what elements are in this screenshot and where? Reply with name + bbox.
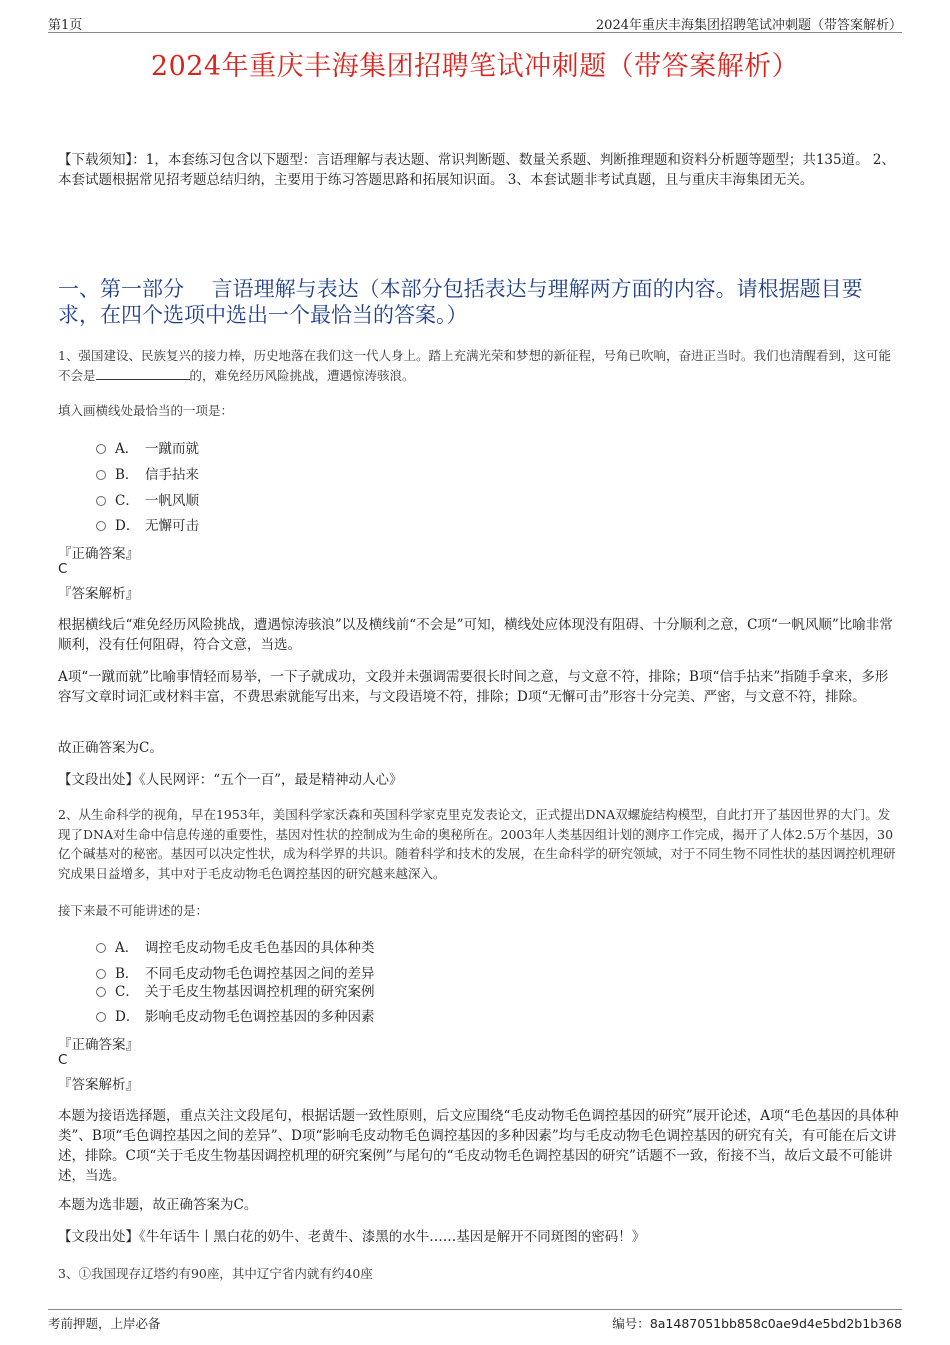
analysis-label: 『答案解析』 bbox=[58, 1077, 139, 1093]
option-letter: D． bbox=[115, 1009, 140, 1025]
correct-answer-value: C bbox=[58, 1052, 68, 1068]
option-text: 影响毛皮动物毛色调控基因的多种因素 bbox=[145, 1009, 375, 1025]
document-title: 2024年重庆丰海集团招聘笔试冲刺题（带答案解析） bbox=[150, 51, 800, 82]
download-notice: 【下载须知】：1，本套练习包含以下题型：言语理解与表达题、常识判断题、数量关系题、判断推理题和资料分析题等题型；共135道。 2、本套试题根据常见招考题总结归纳，主要用于练习答题思路和拓展知识面。 3、本套试题非考试真题，且与重庆丰海集团无关。 bbox=[58, 152, 895, 188]
analysis-paragraph: A项“一蹴而就”比喻事情轻而易举，一下子就成功，文段并未强调需要很长时间之意，与文意不符，排除；B项“信手拈来”指随手拿来，多形容写文章时词汇或材料丰富，不费思索就能写出来，与文段语境不符，排除；D项“无懈可击”形容十分完美、严密，与文意不符，排除。 bbox=[58, 669, 889, 705]
question-2-prompt: 接下来最不可能讲述的是： bbox=[58, 903, 209, 918]
analysis-paragraph: 根据横线后“难免经历风险挑战，遭遇惊涛骇浪”以及横线前“不会是”可知，横线处应体现没有阻碍、十分顺利之意，C项“一帆风顺”比喻非常顺利，没有任何阻碍，符合文意，当选。 bbox=[58, 617, 893, 653]
question-1-text bbox=[58, 346, 900, 385]
option-text: 不同毛皮动物毛色调控基因之间的差异 bbox=[145, 966, 375, 982]
q2-option-d[interactable] bbox=[96, 1005, 375, 1025]
option-text: 一帆风顺 bbox=[145, 493, 199, 509]
correct-answer-label: 『正确答案』 bbox=[58, 1037, 139, 1053]
header-doc-title: 2024年重庆丰海集团招聘笔试冲刺题（带答案解析） bbox=[595, 18, 902, 33]
option-letter: A． bbox=[115, 441, 139, 457]
text-source: 【文段出处】《人民网评：“五个一百”，最是精神动人心》 bbox=[58, 772, 403, 788]
option-text: 关于毛皮生物基因调控机理的研究案例 bbox=[145, 984, 375, 1000]
radio-button-icon[interactable] bbox=[96, 969, 106, 979]
answer-blank bbox=[96, 367, 190, 380]
radio-button-icon[interactable] bbox=[96, 444, 106, 454]
q2-option-a[interactable] bbox=[96, 936, 375, 956]
radio-button-icon[interactable] bbox=[96, 943, 106, 953]
page-number: 第1页 bbox=[48, 18, 83, 33]
question-1-prompt: 填入画横线处最恰当的一项是： bbox=[58, 403, 234, 418]
correct-answer-value: C bbox=[58, 561, 68, 577]
option-letter: D． bbox=[115, 518, 140, 534]
option-letter: C． bbox=[115, 493, 139, 509]
correct-answer-label: 『正确答案』 bbox=[58, 546, 139, 562]
q2-option-b[interactable] bbox=[96, 962, 375, 982]
question-1-text-before: 1、强国建设、民族复兴的接力棒，历史地落在我们这一代人身上。踏上充满光荣和梦想的新征程，号角已吹响，奋进正当时。我们也清醒看到，这可能不会是 bbox=[58, 348, 891, 383]
q1-option-b[interactable] bbox=[96, 463, 199, 483]
option-text: 无懈可击 bbox=[145, 518, 199, 534]
option-text: 调控毛皮动物毛皮毛色基因的具体种类 bbox=[145, 940, 375, 956]
option-letter: C． bbox=[115, 984, 139, 1000]
question-3-text: 3、①我国现存辽塔约有90座，其中辽宁省内就有约40座 bbox=[58, 1266, 373, 1281]
header-divider bbox=[48, 32, 902, 33]
q2-option-c[interactable] bbox=[96, 980, 375, 1000]
analysis-paragraph: 本题为接语选择题，重点关注文段尾句，根据话题一致性原则，后文应围绕“毛皮动物毛色调控基因的研究”展开论述，A项“毛色基因的具体种类”、B项“毛色调控基因之间的差异”、D项“影响毛皮动物毛色调控基因的多种因素”均与毛皮动物毛色调控基因的研究有关，有可能在后文讲述，排除。C项“关于毛皮生物基因调控机理的研究案例”与尾句的“毛皮动物毛色调控基因的研究”话题不一致，衔接不当，故后文最不可能讲述，当选。 bbox=[58, 1108, 899, 1184]
radio-button-icon[interactable] bbox=[96, 496, 106, 506]
analysis-label: 『答案解析』 bbox=[58, 586, 139, 602]
footer-slogan: 考前押题，上岸必备 bbox=[48, 1316, 161, 1331]
question-1-text-after: 的，难免经历风险挑战，遭遇惊涛骇浪。 bbox=[189, 367, 415, 383]
option-letter: A． bbox=[115, 940, 139, 956]
q1-option-a[interactable] bbox=[96, 437, 199, 457]
option-text: 信手拈来 bbox=[145, 467, 199, 483]
radio-button-icon[interactable] bbox=[96, 521, 106, 531]
q1-option-d[interactable] bbox=[96, 514, 199, 534]
radio-button-icon[interactable] bbox=[96, 987, 106, 997]
answer-conclusion: 本题为选非题，故正确答案为C。 bbox=[58, 1197, 258, 1213]
text-source: 【文段出处】《牛年话牛丨黑白花的奶牛、老黄牛、漆黑的水牛……基因是解开不同斑图的密码！》 bbox=[58, 1229, 646, 1245]
document-code bbox=[612, 1314, 902, 1332]
document-code-label: 编号： bbox=[612, 1316, 650, 1331]
section-heading: 一、第一部分 言语理解与表达（本部分包括表达与理解两方面的内容。请根据题目要求，在四个选项中选出一个最恰当的答案。） bbox=[58, 277, 863, 327]
footer-divider bbox=[48, 1309, 902, 1310]
q1-option-c[interactable] bbox=[96, 489, 199, 509]
option-text: 一蹴而就 bbox=[145, 441, 199, 457]
radio-button-icon[interactable] bbox=[96, 1012, 106, 1022]
document-code-value: 8a1487051bb858c0ae9d4e5bd2b1b368 bbox=[649, 1316, 902, 1331]
option-letter: B． bbox=[115, 467, 139, 483]
option-letter: B． bbox=[115, 966, 139, 982]
radio-button-icon[interactable] bbox=[96, 470, 106, 480]
question-2-text: 2、从生命科学的视角，早在1953年，美国科学家沃森和英国科学家克里克发表论文，正式提出DNA双螺旋结构模型，自此打开了基因世界的大门。发现了DNA对生命中信息传递的重要性，基因对性状的控制成为生命的奥秘所在。2003年人类基因组计划的测序工作完成，揭开了人体2.5万个基因，30亿个碱基对的秘密。基因可以决定性状，成为科学界的共识。随着科学和技术的发展，在生命科学的研究领域，对于不同生物不同性状的基因调控机理研究成果日益增多，其中对于毛皮动物毛色调控基因的研究越来越深入。 bbox=[58, 807, 896, 881]
answer-conclusion: 故正确答案为C。 bbox=[58, 740, 163, 756]
